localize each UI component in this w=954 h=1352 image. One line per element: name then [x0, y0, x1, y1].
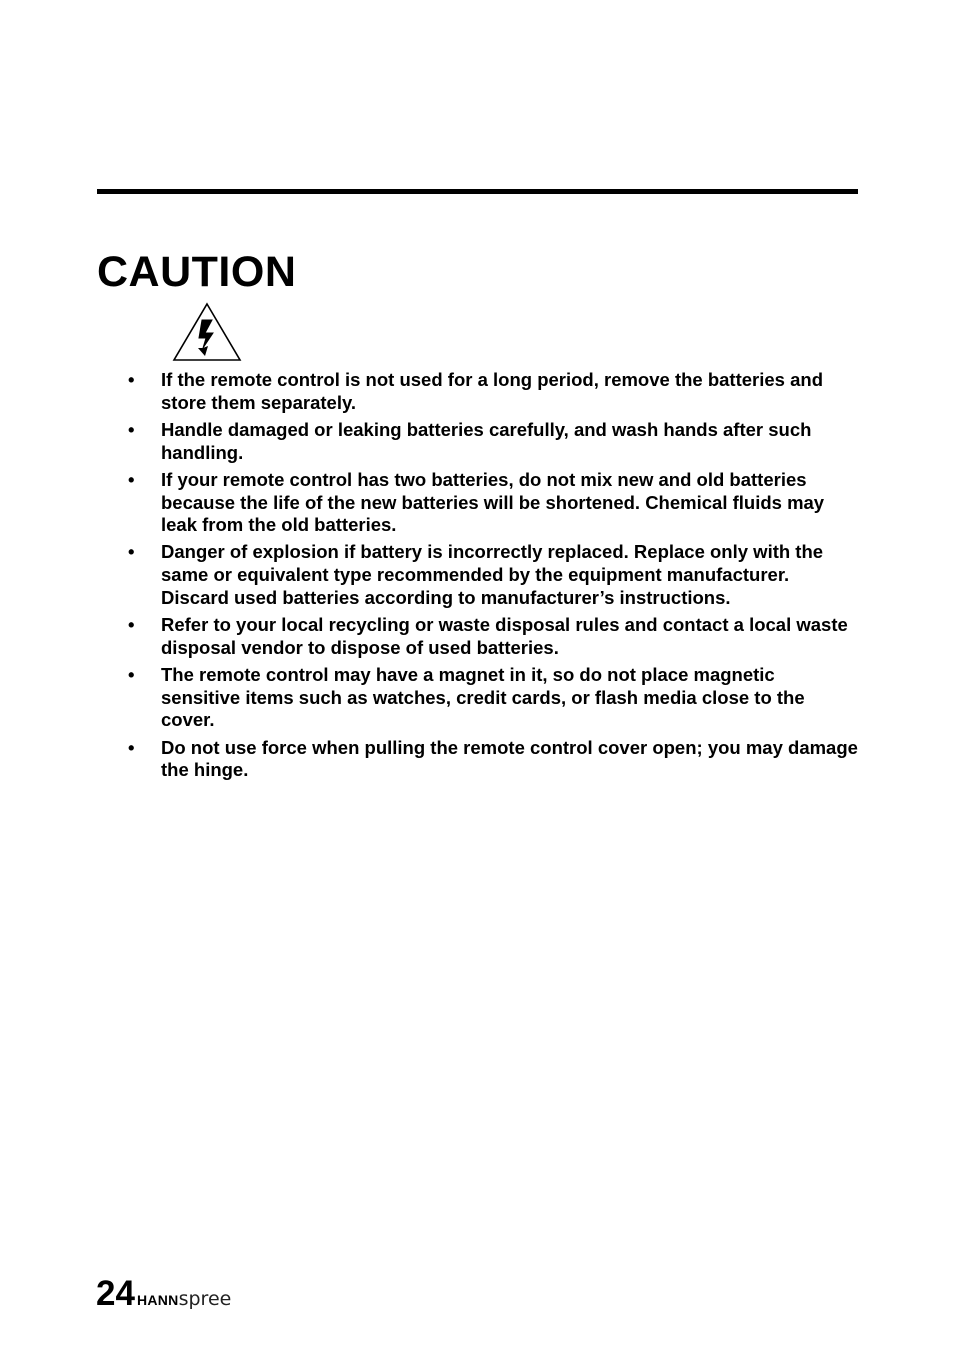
- brand-logo: [137, 1288, 231, 1310]
- list-item: [128, 419, 858, 464]
- list-item: [128, 369, 858, 414]
- bullet: •: [128, 614, 135, 636]
- bullet: •: [128, 468, 135, 490]
- page-number: 24: [96, 1274, 135, 1313]
- list-item-text: If the remote control is not used for a long period, remove the batteries and store them separately.: [161, 369, 823, 413]
- list-item: [128, 541, 858, 609]
- list-item: [128, 737, 858, 782]
- list-item: [128, 664, 858, 732]
- list-item-text: If your remote control has two batteries, do not mix new and old batteries because the life of the new batteries will be shortened. Chemical fluids may leak from the old batteries.: [161, 468, 825, 536]
- caution-list: [128, 369, 858, 786]
- list-item: [128, 469, 858, 537]
- list-item-text: Do not use force when pulling the remote control cover open; you may damage the hinge.: [161, 736, 858, 781]
- bullet: •: [128, 736, 135, 758]
- list-item: [128, 614, 858, 659]
- brand-logo-light: spree: [178, 1288, 232, 1310]
- list-item-text: Danger of explosion if battery is incorrectly replaced. Replace only with the same or equivalent type recommended by the equipment manufacturer. Discard used batteries according to manufacturer’s instructions.: [161, 541, 824, 608]
- brand-logo-strong: HANN: [136, 1292, 179, 1308]
- page-footer: [96, 1272, 231, 1322]
- top-rule: [97, 189, 858, 194]
- electric-shock-warning-icon: [172, 302, 242, 362]
- bullet: •: [128, 418, 135, 440]
- list-item-text: Handle damaged or leaking batteries carefully, and wash hands after such handling.: [161, 418, 812, 463]
- bullet: •: [128, 541, 135, 563]
- page-title: CAUTION: [97, 248, 297, 296]
- list-item-text: The remote control may have a magnet in it, so do not place magnetic sensitive items such as watches, credit cards, or flash media close to the cover.: [161, 663, 805, 731]
- bullet: •: [128, 369, 135, 390]
- bullet: •: [128, 663, 135, 685]
- list-item-text: Refer to your local recycling or waste disposal rules and contact a local waste disposal vendor to dispose of used batteries.: [161, 614, 848, 658]
